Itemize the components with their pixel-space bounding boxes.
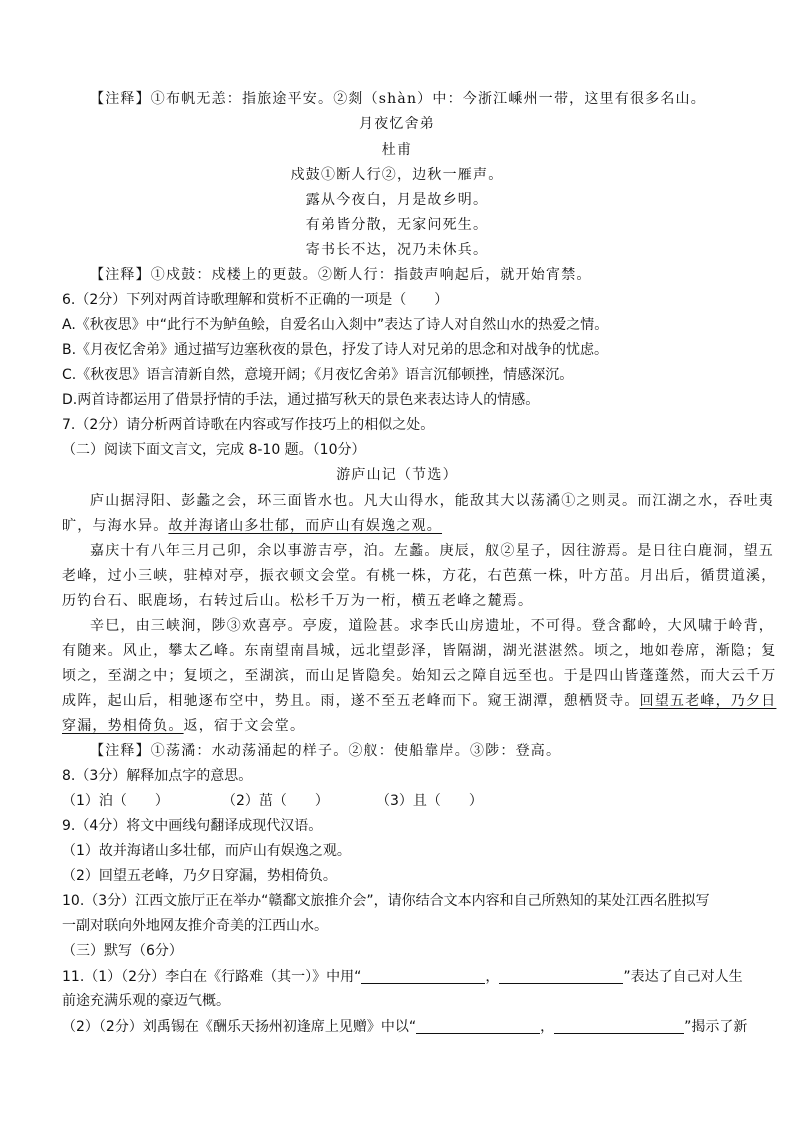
question-11-comma: ， [540, 1019, 555, 1035]
essay-text: 成阵，起山后，相驰逐布空中，势且。雨，遂不至五老峰而下。窥王湖潭，憩栖贤寺。 [62, 693, 640, 709]
underlined-sentence: 故并海诸山多壮郁，而庐山有娱逸之观。 [168, 518, 443, 534]
question-11-line [62, 967, 743, 986]
essay-line: 有随来。风止，攀太乙峰。东南望南昌城，远北望彭泽，皆隔湖，湖光湛湛然。顷之，地如卷席，渐隐；复 [62, 643, 777, 659]
poem2-line: 露从今夜白，月是故乡明。 [305, 192, 489, 208]
answer-blank[interactable] [361, 967, 485, 984]
answer-blank[interactable] [416, 1017, 540, 1034]
question-6-option-c: C.《秋夜思》语言清新自然，意境开阔；《月夜忆舍弟》语言沉郁顿挫，情感深沉。 [62, 367, 574, 383]
question-6-option-d: D.两首诗都运用了借景抒情的手法，通过描写秋天的景色来表达诗人的情感。 [62, 392, 540, 408]
essay-line: 历钓台石、眠鹿场，右转过后山。松杉千万为一桁，横五老峰之麓焉。 [62, 593, 534, 609]
poem2-line: 寄书长不达，况乃未休兵。 [305, 242, 489, 258]
essay-line: 嘉庆十有八年三月己卯，余以事游吉亭，泊。左蠡。庚辰，舣②星子，因往游焉。是日往白鹿洞，望五 [90, 543, 774, 559]
question-11-text: ”表达了自己对人生 [623, 969, 743, 985]
poem1-note: 【注释】①布帆无恙：指旅途平安。②剡（shàn）中：今浙江嵊州一带，这里有很多名山。 [90, 91, 706, 107]
question-9-item: （1）故并海诸山多壮郁，而庐山有娱逸之观。 [62, 843, 351, 859]
poem2-author: 杜甫 [381, 142, 413, 158]
question-10-line: 10.（3分）江西文旅厅正在举办“赣鄱文旅推介会”，请你结合文本内容和自己所熟知的某处江西名胜拟写 [62, 893, 710, 909]
poem2-line: 戍鼓①断人行②，边秋一雁声。 [290, 167, 504, 183]
question-11-text: 11.（1）（2分）李白在《行路难（其一）》中用“ [62, 969, 362, 985]
poem2-line: 有弟皆分散，无家问死生。 [305, 217, 489, 233]
essay-text: 旷，与海水异。 [62, 518, 169, 534]
underlined-sentence: 回望五老峰，乃夕日 [639, 693, 777, 709]
question-11-line: 前途充满乐观的豪迈气概。 [62, 993, 230, 1009]
answer-blank[interactable] [499, 967, 623, 984]
essay-line [62, 692, 776, 710]
essay-line: 辛巳，由三峡涧，陟③欢喜亭。亭废，道险甚。求李氏山房遗址，不可得。登含鄱岭，大风啸于岭背， [90, 618, 774, 634]
essay-line: 老峰，过小三峡，驻棹对亭，振衣顿文会堂。有桃一株，方花，右芭蕉一株，叶方茁。月出后，循贯道溪， [62, 568, 777, 584]
poem2-title: 月夜忆舍弟 [359, 116, 435, 132]
question-8-item: （1）泊（ ） [62, 793, 169, 809]
essay-title: 游庐山记（节选） [336, 467, 458, 483]
question-8-item: （2）茁（ ） [222, 793, 329, 809]
section-3-heading: （三）默写（6分） [62, 943, 183, 959]
question-6-option-b: B.《月夜忆舍弟》通过描写边塞秋夜的景色，抒发了诗人对兄弟的思念和对战争的忧虑。 [62, 342, 609, 358]
question-11-comma: ， [485, 969, 500, 985]
question-10-line: 一副对联向外地网友推介奇美的江西山水。 [62, 918, 328, 934]
question-8-item: （3）且（ ） [376, 793, 483, 809]
answer-blank[interactable] [554, 1017, 684, 1034]
underlined-sentence: 穿漏，势相倚负。 [62, 718, 184, 734]
essay-line: 庐山据浔阳、彭蠡之会，环三面皆水也。凡大山得水，能敌其大以荡潏①之则灵。而江湖之水，吞吐夷 [90, 493, 774, 509]
question-8-stem: 8.（3分）解释加点字的意思。 [62, 768, 253, 784]
question-11-text: ”揭示了新 [684, 1019, 748, 1035]
question-7: 7.（2分）请分析两首诗歌在内容或写作技巧上的相似之处。 [62, 417, 435, 433]
question-6-option-a: A.《秋夜思》中“此行不为鲈鱼鲙，自爱名山入剡中”表达了诗人对自然山水的热爱之情。 [62, 317, 609, 333]
essay-text: 返，宿于文会堂。 [183, 718, 306, 734]
essay-note: 【注释】①荡潏：水动荡涌起的样子。②舣：使船靠岸。③陟：登高。 [90, 743, 562, 759]
section-2-heading: （二）阅读下面文言文，完成 8-10 题。（10分） [62, 442, 366, 458]
question-9-stem: 9.（4分）将文中画线句翻译成现代汉语。 [62, 818, 323, 834]
question-11-line [62, 1017, 747, 1036]
question-6-stem: 6.（2分）下列对两首诗歌理解和赏析不正确的一项是（ ） [62, 292, 449, 308]
essay-line: 顷之，至湖之中；复顷之，至湖滨，而山足皆隐矣。始知云之障自远至也。于是四山皆蓬蓬然，而大云千万 [62, 668, 777, 684]
question-11-text: （2）（2分）刘禹锡在《酬乐天扬州初逢席上见赠》中以“ [62, 1019, 417, 1035]
poem2-note: 【注释】①戍鼓：戍楼上的更鼓。②断人行：指鼓声响起后，就开始宵禁。 [90, 267, 592, 283]
essay-line [62, 517, 442, 535]
essay-line [62, 717, 305, 735]
question-9-item: （2）回望五老峰，乃夕日穿漏，势相倚负。 [62, 868, 337, 884]
